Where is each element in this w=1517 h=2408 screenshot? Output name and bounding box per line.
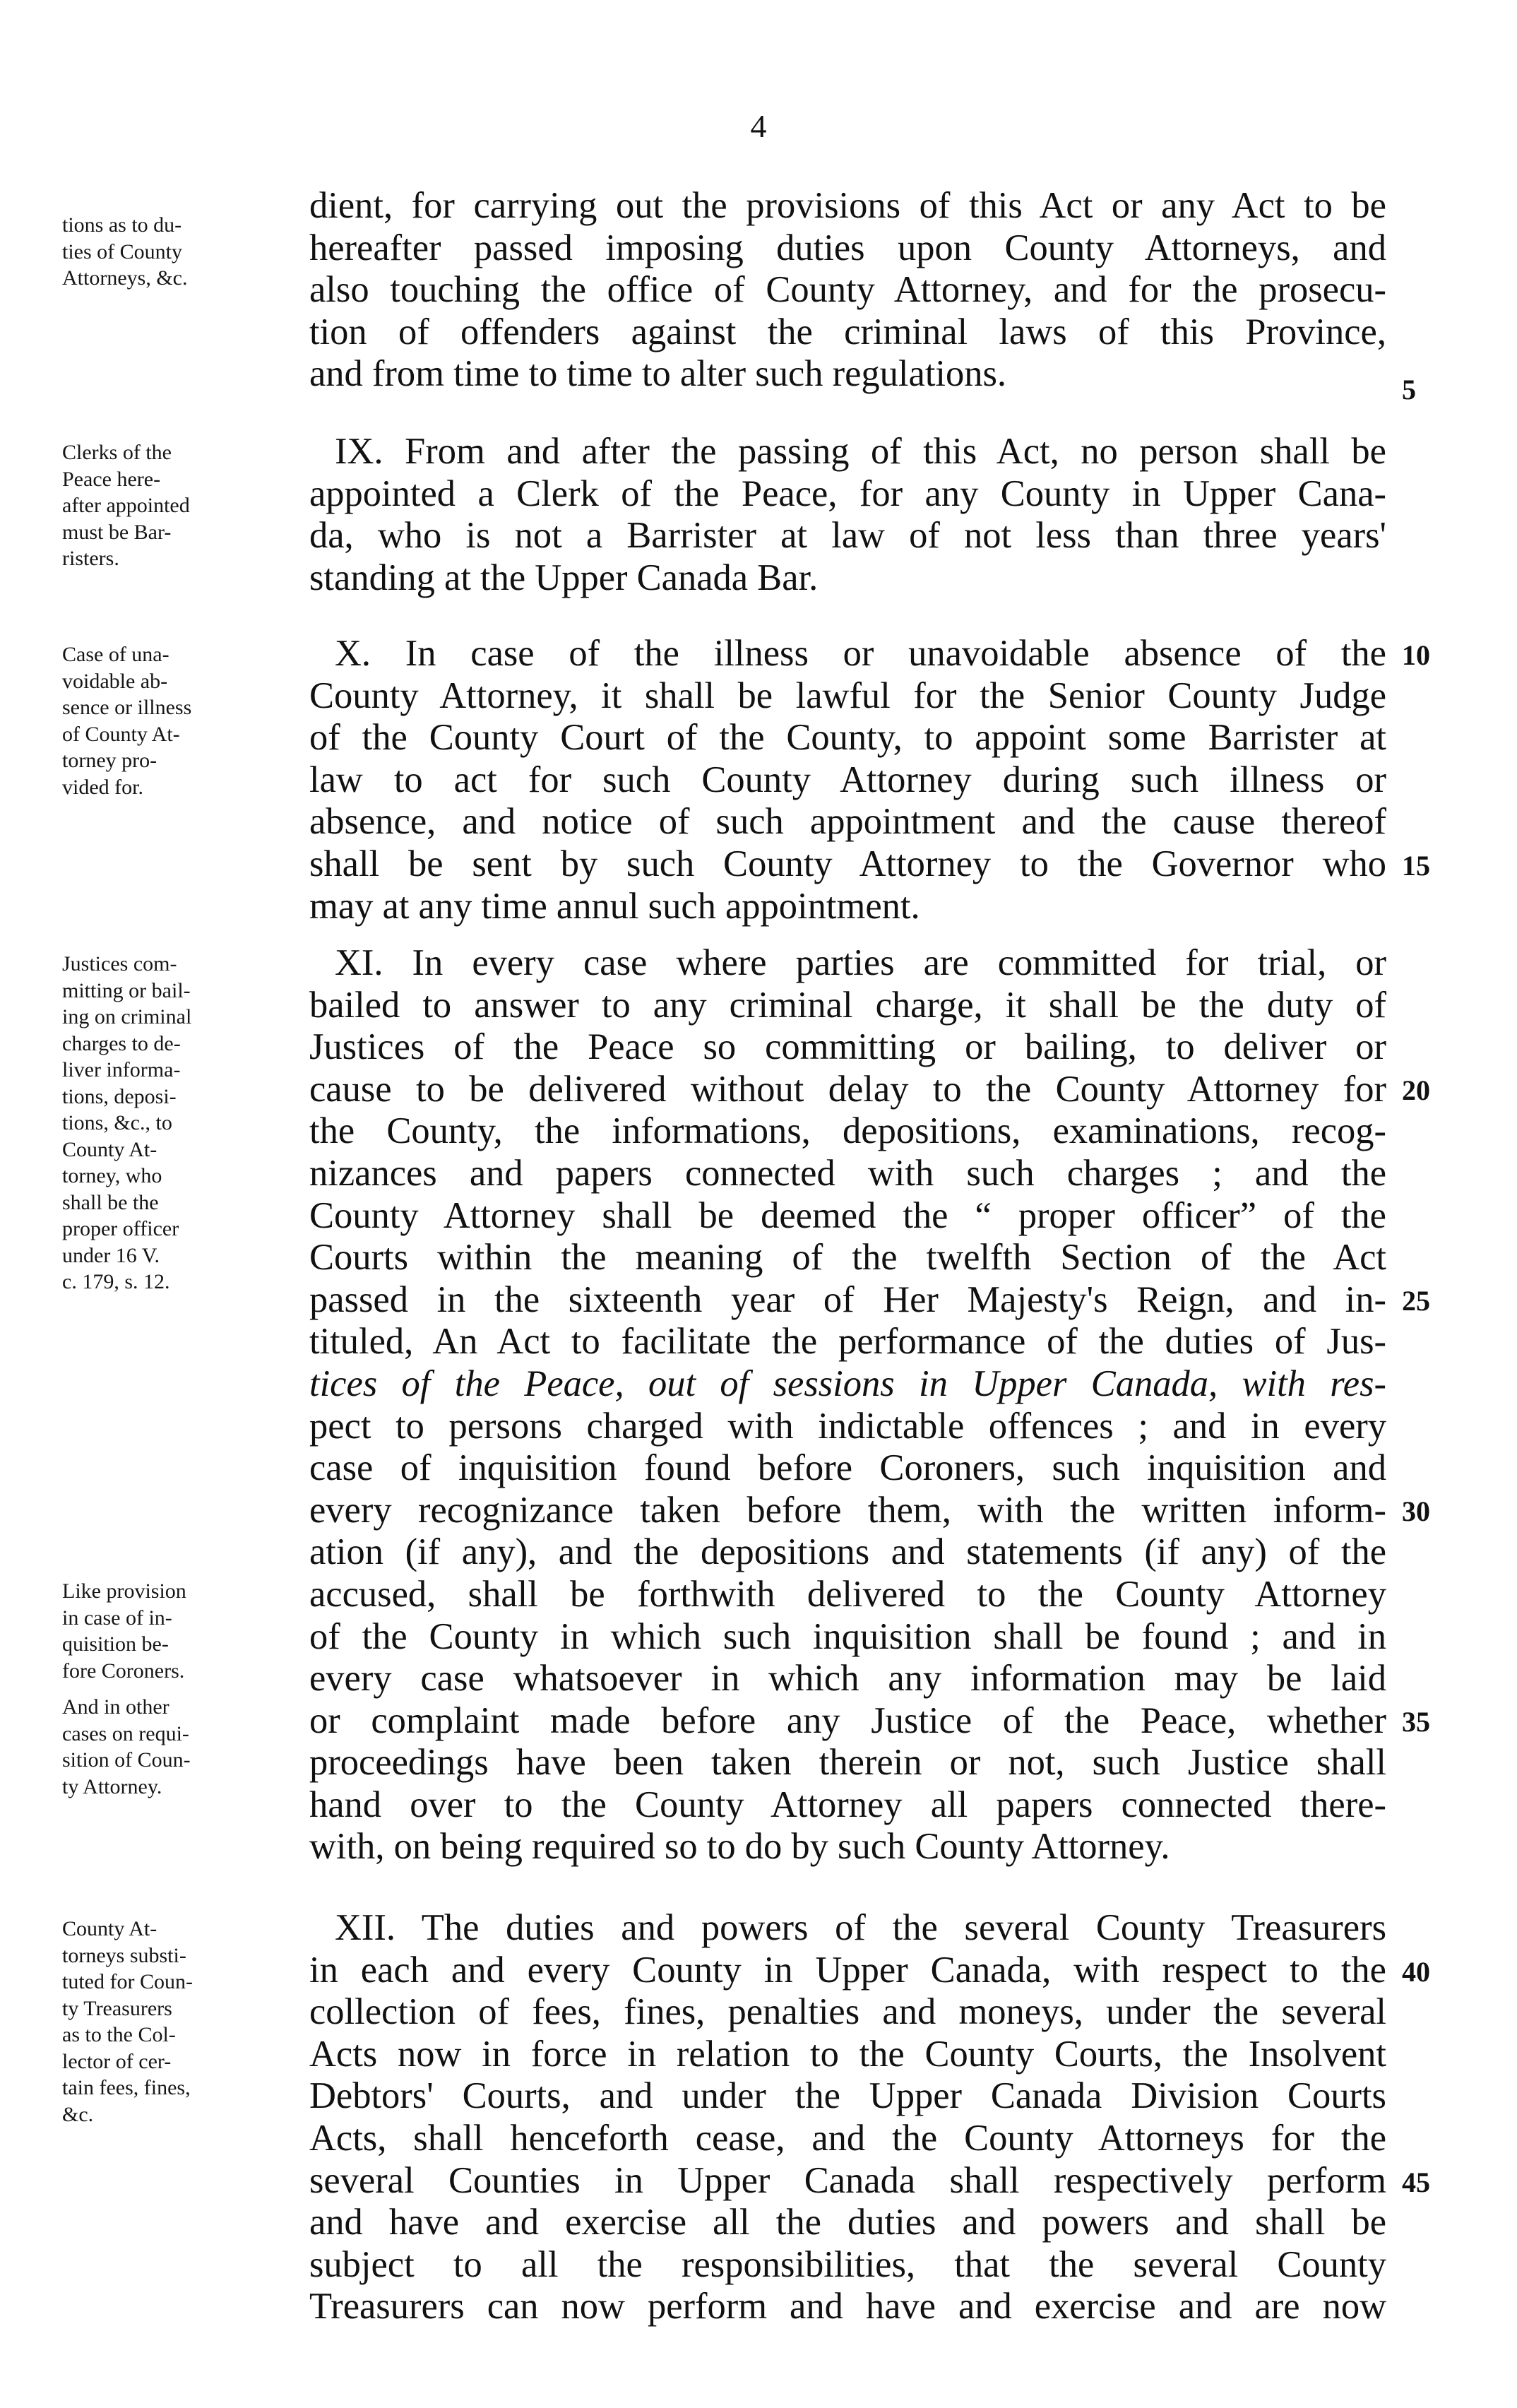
line-number: 20 [1402,1074,1430,1106]
text-line-italic: tices of the Peace, out of sessions in Upper Canada, with res- [309,1363,1386,1404]
text-line: XII. The duties and powers of the several County Treasurers [335,1907,1386,1948]
margin-note-line: charges to de- [62,1031,181,1055]
text-line: also touching the office of County Attorney, and for the prosecu- [309,269,1386,311]
text-line: pect to persons charged with indictable offences ; and in every [309,1405,1386,1447]
margin-note-line: Attorneys, &c. [62,266,188,290]
margin-note-line: sition of Coun- [62,1748,191,1772]
margin-note-line: must be Bar- [62,520,172,544]
line-number: 40 [1402,1956,1430,1988]
margin-note [62,951,316,1295]
text-line: dient, for carrying out the provisions of this Act or any Act to be [309,185,1386,226]
margin-note [62,439,316,572]
margin-note [62,1916,316,2128]
text-line: Acts now in force in relation to the County Courts, the Insolvent [309,2033,1386,2075]
margin-note-line: cases on requi- [62,1721,189,1745]
text-line: the County, the informations, depositions, examinations, recog- [309,1110,1386,1152]
margin-note-coroners [62,1578,316,1684]
section-body [309,942,1386,1868]
text-line: da, who is not a Barrister at law of not less than three years' [309,515,1386,557]
text-line: Courts within the meaning of the twelfth Section of the Act [309,1237,1386,1279]
margin-note-line: liver informa- [62,1058,181,1081]
text-line: bailed to answer to any criminal charge, it shall be the duty of [309,984,1386,1026]
text-line: County Attorney shall be deemed the “ proper officer” of the [309,1194,1386,1236]
line-number: 25 [1402,1285,1430,1317]
margin-note-line: &c. [62,2102,94,2126]
text-line: or complaint made before any Justice of the Peace, whether [309,1700,1386,1741]
margin-note-line: torney, who [62,1164,162,1187]
margin-note-line: Peace here- [62,467,161,491]
text-line: and have and exercise all the duties and powers and shall be [309,2202,1386,2243]
text-line: case of inquisition found before Coroners, such inquisition and [309,1447,1386,1489]
margin-note-line: And in other [62,1695,169,1719]
text-line: every recognizance taken before them, with the written inform- [309,1489,1386,1531]
section-body [309,185,1386,396]
margin-note-line: torney pro- [62,749,157,772]
section-body [309,633,1386,927]
line-number: 30 [1402,1495,1430,1527]
margin-note-line: in case of in- [62,1606,172,1630]
text-line: accused, shall be forthwith delivered to the County Attorney [309,1573,1386,1615]
text-line: X. In case of the illness or unavoidable absence of the [335,633,1386,674]
margin-note-line: County At- [62,1137,157,1161]
margin-note-line: proper officer [62,1217,179,1240]
margin-note-line: as to the Col- [62,2023,176,2046]
margin-note-line: ing on criminal [62,1005,192,1028]
section-body [309,1907,1386,2328]
text-line: cause to be delivered without delay to the County Attorney for [309,1068,1386,1110]
margin-note [62,212,316,292]
margin-note-line: c. 179, s. 12. [62,1270,170,1293]
text-line: in each and every County in Upper Canada, with respect to the [309,1949,1386,1991]
text-line: standing at the Upper Canada Bar. [309,557,819,598]
text-line: proceedings have been taken therein or not, such Justice shall [309,1742,1386,1784]
text-line: collection of fees, fines, penalties and moneys, under the several [309,1991,1386,2033]
text-line: several Counties in Upper Canada shall respectively perform [309,2159,1386,2201]
margin-note-line: voidable ab- [62,669,168,693]
text-line: shall be sent by such County Attorney to the Governor who [309,843,1386,884]
text-line: County Attorney, it shall be lawful for the Senior County Judge [309,675,1386,716]
line-number: 35 [1402,1706,1430,1738]
margin-note-line: Justices com- [62,952,177,975]
text-line: tituled, An Act to facilitate the performance of the duties of Jus- [309,1321,1386,1363]
margin-note-line: of County At- [62,722,180,746]
margin-note-requisition [62,1694,316,1800]
text-line: ation (if any), and the depositions and statements (if any) of the [309,1531,1386,1573]
margin-note-line: under 16 V. [62,1243,160,1267]
text-line: appointed a Clerk of the Peace, for any County in Upper Cana- [309,473,1386,514]
text-line: and from time to time to alter such regulations. [309,353,1007,395]
margin-note-line: shall be the [62,1190,159,1214]
margin-note-line: Like provision [62,1579,186,1603]
text-line: may at any time annul such appointment. [309,885,920,927]
margin-note-line: tain fees, fines, [62,2076,191,2099]
page-number: 4 [750,108,767,144]
text-line: tion of offenders against the criminal laws of this Province, [309,311,1386,352]
text-line: with, on being required so to do by such County Attorney. [309,1826,1170,1868]
text-line: passed in the sixteenth year of Her Majesty's Reign, and in- [309,1279,1386,1320]
line-number: 10 [1402,639,1430,671]
margin-note-line: quisition be- [62,1632,169,1656]
text-line: Treasurers can now perform and have and exercise and are now [309,2286,1386,2327]
margin-note-line: Clerks of the [62,441,172,464]
text-line: every case whatsoever in which any information may be laid [309,1658,1386,1700]
section-body [309,431,1386,599]
margin-note-line: torneys substi- [62,1943,186,1967]
text-line: absence, and notice of such appointment and the cause thereof [309,801,1386,843]
margin-note-line: tuted for Coun- [62,1970,193,1993]
margin-note-line: County At- [62,1917,157,1940]
margin-note-line: ty Attorney. [62,1774,162,1798]
margin-note-line: risters. [62,547,119,570]
text-line: hereafter passed imposing duties upon County Attorneys, and [309,227,1386,268]
margin-note-line: tions, &c., to [62,1111,172,1134]
margin-note-line: ty Treasurers [62,1996,172,2020]
margin-note-line: vided for. [62,775,143,799]
margin-note-line: after appointed [62,494,190,517]
text-line: IX. From and after the passing of this Act, no person shall be [335,431,1386,472]
margin-note-line: lector of cer- [62,2049,172,2073]
text-line: Acts, shall henceforth cease, and the County Attorneys for the [309,2117,1386,2159]
margin-note-line: tions as to du- [62,213,182,237]
margin-note-line: ties of County [62,239,182,263]
margin-note-line: sence or illness [62,696,192,719]
margin-note-line: tions, deposi- [62,1084,177,1108]
margin-note [62,641,316,800]
text-line: of the County in which such inquisition shall be found ; and in [309,1615,1386,1657]
text-line: Debtors' Courts, and under the Upper Canada Division Courts [309,2075,1386,2117]
text-line: nizances and papers connected with such charges ; and the [309,1152,1386,1194]
text-line: hand over to the County Attorney all papers connected there- [309,1784,1386,1825]
text-line: XI. In every case where parties are committed for trial, or [335,942,1386,983]
margin-note-line: Case of una- [62,643,169,666]
text-line: law to act for such County Attorney during such illness or [309,759,1386,800]
line-number: 45 [1402,2166,1430,2198]
text-line: subject to all the responsibilities, that the several County [309,2243,1386,2285]
text-line: Justices of the Peace so committing or bailing, to deliver or [309,1026,1386,1068]
margin-note-line: mitting or bail- [62,978,191,1002]
line-number: 5 [1402,374,1416,405]
line-number: 15 [1402,850,1430,882]
margin-note-line: fore Coroners. [62,1659,185,1683]
text-line: of the County Court of the County, to appoint some Barrister at [309,717,1386,759]
